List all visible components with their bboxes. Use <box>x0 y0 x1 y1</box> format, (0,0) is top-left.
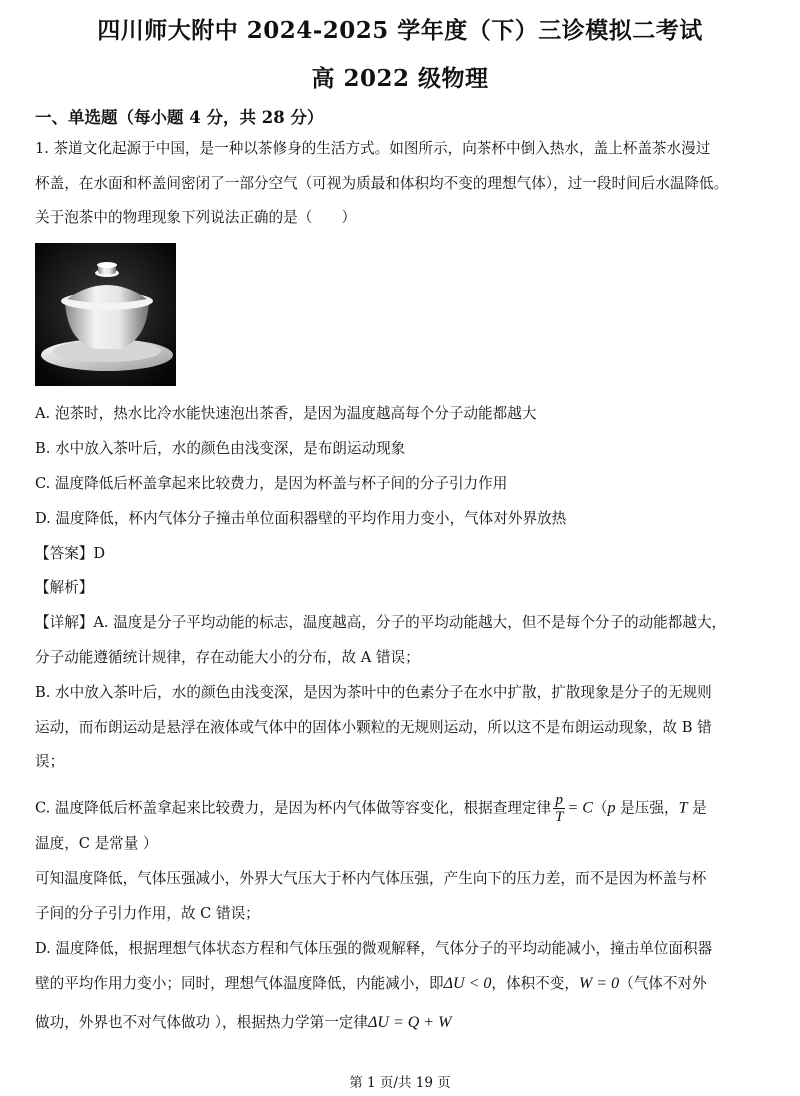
fraction-numerator: p <box>553 792 565 809</box>
explanation-d-text-2: ，体积不变， <box>491 975 579 992</box>
question-stem-line-1: 1. 茶道文化起源于中国，是一种以茶修身的生活方式。如图所示，向茶杯中倒入热水，盖上杯盖茶水漫过 <box>35 140 711 157</box>
explanation-d-line-1: D. 温度降低，根据理想气体状态方程和气体压强的微观解释，气体分子的平均动能减小，撞击单位面积器 <box>35 940 713 957</box>
explanation-d-line-2 <box>35 974 770 994</box>
explanation-a-line-1: 【详解】A. 温度是分子平均动能的标志，温度越高，分子的平均动能越大，但不是每个分子的动能都越大， <box>35 614 727 631</box>
equation-delta-u: ΔU < 0 <box>443 975 492 992</box>
explanation-c-note-open: （ <box>592 799 608 817</box>
explanation-a-line-2: 分子动能遵循统计规律，存在动能大小的分布，故 A 错误； <box>35 649 420 666</box>
explanation-b-line-3: 误； <box>35 753 65 770</box>
charles-law-fraction <box>553 792 565 825</box>
teacup-image-icon <box>35 243 176 386</box>
question-stem-line-3: 关于泡茶中的物理现象下列说法正确的是（ ） <box>35 209 357 226</box>
analysis-label: 【解析】 <box>35 579 94 596</box>
explanation-c-note-end: 是 <box>687 799 707 817</box>
explanation-c-line-4: 子间的分子引力作用，故 C 错误； <box>35 905 260 922</box>
explanation-d-text-3: （气体不对外 <box>619 975 707 992</box>
section-heading: 一、单选题（每小题 4 分，共 28 分） <box>35 108 324 127</box>
question-stem-line-2: 杯盖，在水面和杯盖间密闭了一部分空气（可视为质最和体积均不变的理想气体），过一段时间后水温降低。 <box>35 175 729 192</box>
explanation-c-line-3: 可知温度降低，气体压强减小，外界大气压大于杯内气体压强，产生向下的压力差，而不是因为杯盖与杯 <box>35 870 707 887</box>
explanation-c-note-mid: 是压强， <box>615 799 679 817</box>
explanation-c-text: C. 温度降低后杯盖拿起来比较费力，是因为杯内气体做等容变化，根据查理定律 <box>35 799 552 817</box>
equation-w: W = 0 <box>578 975 620 992</box>
charles-law-rest: = C <box>567 799 593 817</box>
option-b: B. 水中放入茶叶后，水的颜色由浅变深，是布朗运动现象 <box>35 440 406 457</box>
option-d: D. 温度降低，杯内气体分子撞击单位面积器壁的平均作用力变小，气体对外界放热 <box>35 510 567 527</box>
explanation-b-line-2: 运动，而布朗运动是悬浮在液体或气体中的固体小颗粒的无规则运动，所以这不是布朗运动现象，故 B 错 <box>35 719 712 736</box>
page-subtitle: 高 2022 级物理 <box>311 65 489 92</box>
option-a: A. 泡茶时，热水比冷水能快速泡出茶香，是因为温度越高每个分子动能都越大 <box>35 405 537 422</box>
explanation-d-text-1: 壁的平均作用力变小；同时，理想气体温度降低，内能减小，即 <box>35 975 444 992</box>
explanation-c-line-2: 温度，C 是常量 ） <box>35 835 158 852</box>
option-c: C. 温度降低后杯盖拿起来比较费力，是因为杯盖与杯子间的分子引力作用 <box>35 475 508 492</box>
explanation-c-line-1 <box>35 792 770 825</box>
var-p: p <box>607 799 616 817</box>
gaiwan-teacup-photo <box>35 243 176 386</box>
var-t: T <box>678 799 688 817</box>
page-title: 四川师大附中 2024-2025 学年度（下）三诊模拟二考试 <box>97 17 703 44</box>
page-footer: 第 1 页/共 19 页 <box>349 1075 451 1091</box>
answer-line: 【答案】D <box>35 545 106 562</box>
fraction-denominator: T <box>555 809 564 825</box>
explanation-d-line-3 <box>35 1013 770 1033</box>
explanation-b-line-1: B. 水中放入茶叶后，水的颜色由浅变深，是因为茶叶中的色素分子在水中扩散，扩散现象是分子的无规则 <box>35 684 712 701</box>
explanation-d-text-4: 做功，外界也不对气体做功 ），根据热力学第一定律 <box>35 1014 368 1031</box>
first-law-equation: ΔU = Q + W <box>368 1014 452 1031</box>
